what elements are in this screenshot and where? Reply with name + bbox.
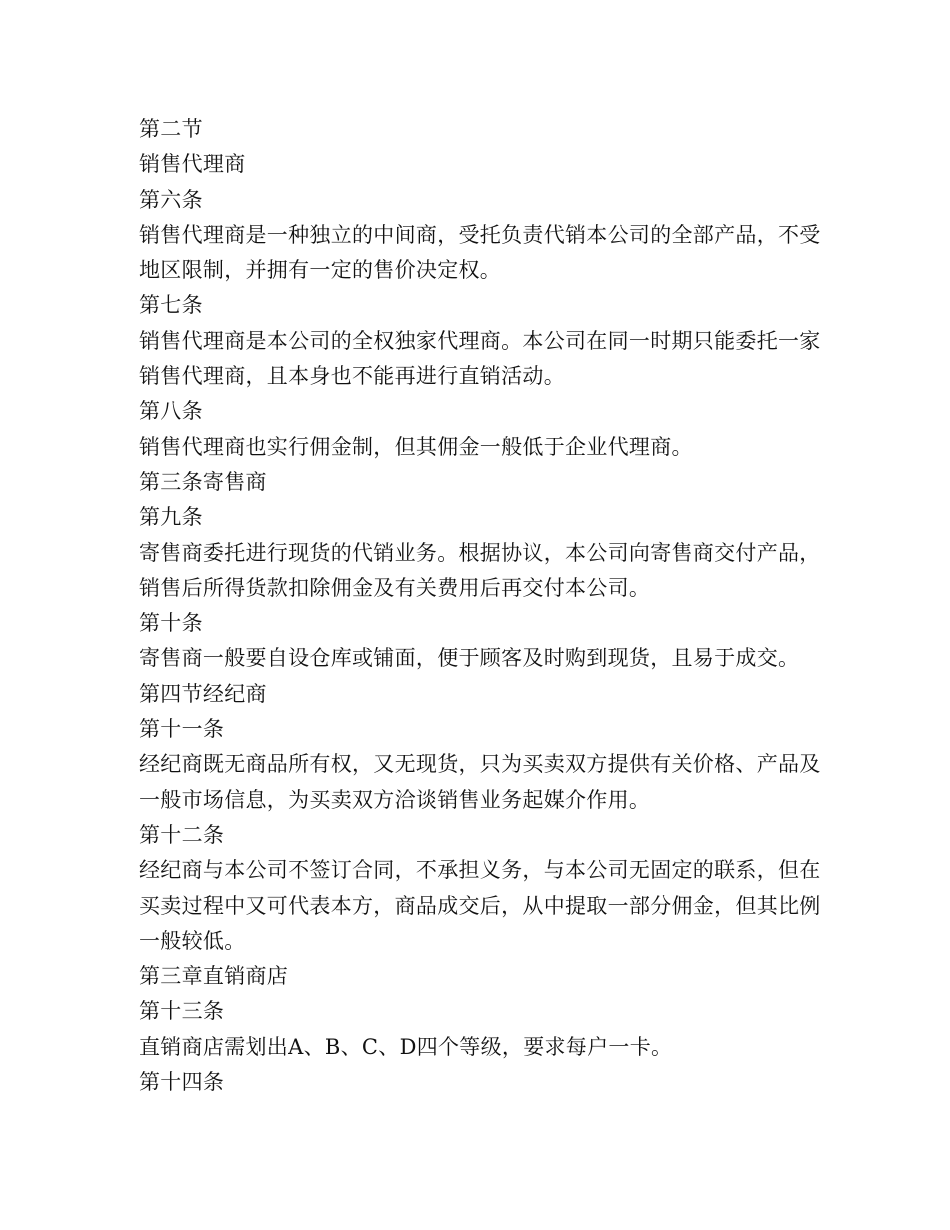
document-body xyxy=(139,112,829,1100)
article-text: 经纪商与本公司不签订合同，不承担义务，与本公司无固定的联系，但在买卖过程中又可代表本方，商品成交后，从中提取一部分佣金，但其比例一般较低。 xyxy=(139,858,821,953)
article-text: 销售代理商是本公司的全权独家代理商。本公司在同一时期只能委托一家销售代理商，且本身也不能再进行直销活动。 xyxy=(139,328,821,389)
section-title: 销售代理商 xyxy=(139,152,246,177)
article-text: 经纪商既无商品所有权，又无现货，只为买卖双方提供有关价格、产品及一般市场信息，为买卖双方洽谈销售业务起媒介作用。 xyxy=(139,752,821,812)
article-text: 销售代理商是一种独立的中间商，受托负责代销本公司的全部产品，不受地区限制，并拥有一定的售价决定权。 xyxy=(139,222,821,283)
section-heading: 第二节 xyxy=(139,117,203,141)
article-heading: 第七条 xyxy=(139,293,203,318)
article-heading: 第十一条 xyxy=(139,717,225,742)
article-text: 寄售商一般要自设仓库或铺面，便于顾客及时购到现货，且易于成交。 xyxy=(139,646,800,671)
article-text: 寄售商委托进行现货的代销业务。根据协议，本公司向寄售商交付产品，销售后所得货款扣除佣金及有关费用后再交付本公司。 xyxy=(139,540,821,600)
article-heading: 第十四条 xyxy=(139,1070,225,1095)
article-heading: 第六条 xyxy=(139,187,203,212)
section-heading: 第四节经纪商 xyxy=(139,681,267,706)
article-heading: 第十二条 xyxy=(139,822,225,847)
article-heading: 第八条 xyxy=(139,399,203,424)
article-text: 销售代理商也实行佣金制，但其佣金一般低于企业代理商。 xyxy=(139,434,693,459)
chapter-heading: 第三章直销商店 xyxy=(139,964,289,989)
article-heading: 第十条 xyxy=(139,611,203,636)
article-heading: 第十三条 xyxy=(139,999,225,1024)
article-heading: 第九条 xyxy=(139,505,203,530)
section-heading: 第三条寄售商 xyxy=(139,469,267,494)
article-text: 直销商店需划出A、B、C、D四个等级，要求每户一卡。 xyxy=(139,1034,673,1059)
